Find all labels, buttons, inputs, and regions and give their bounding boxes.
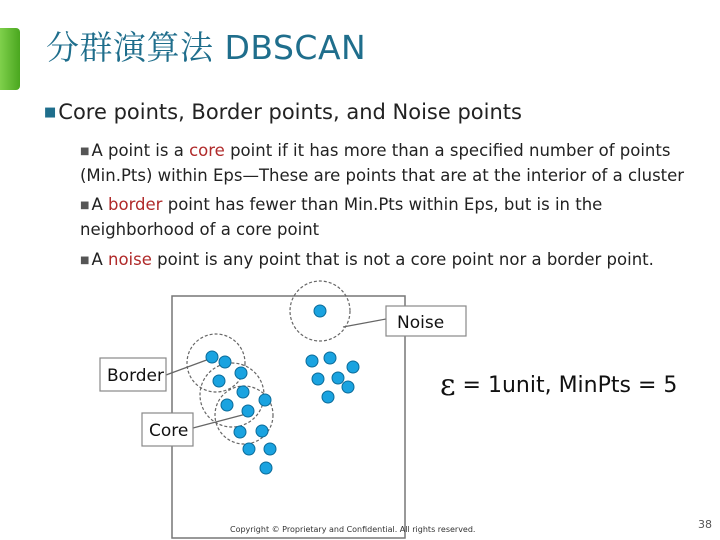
data-point <box>234 426 246 438</box>
page-number: 38 <box>698 518 712 531</box>
border-label: Border <box>107 366 164 386</box>
bullet-square-icon: ■ <box>80 200 90 211</box>
bullet-square-icon: ■ <box>80 255 90 266</box>
data-point <box>332 372 344 384</box>
diagram-frame <box>172 296 405 538</box>
sub1-key: core <box>189 141 225 160</box>
data-point <box>324 352 336 364</box>
core-point <box>242 405 254 417</box>
equation-text: = 1unit, MinPts = 5 <box>455 373 678 398</box>
copyright-footer: Copyright © Proprietary and Confidential. All rights reserved. <box>230 525 476 534</box>
sub3-pre: A <box>91 250 108 269</box>
core-label: Core <box>149 421 189 441</box>
main-bullet-text: Core points, Border points, and Noise points <box>58 100 522 124</box>
data-point <box>312 373 324 385</box>
data-point <box>306 355 318 367</box>
noise-point <box>314 305 326 317</box>
data-point <box>213 375 225 387</box>
data-point <box>243 443 255 455</box>
sub1-post: point if it has more than a specified number of points (Min.Pts) within Eps—These are points that are at the interior of a cluster <box>80 141 685 185</box>
data-point <box>256 425 268 437</box>
noise-label: Noise <box>397 313 445 333</box>
data-point <box>260 462 272 474</box>
slide-title: 分群演算法 DBSCAN <box>46 28 367 67</box>
bullet-square-icon: ■ <box>80 146 90 157</box>
bullet-square-icon: ■ <box>44 105 57 120</box>
sub1-pre: A point is a <box>91 141 190 160</box>
data-point <box>237 386 249 398</box>
data-point <box>219 356 231 368</box>
data-point <box>264 443 276 455</box>
data-point <box>235 367 247 379</box>
eps-minpts-equation <box>440 368 677 403</box>
data-point <box>221 399 233 411</box>
data-point <box>342 381 354 393</box>
sub2-post: point has fewer than Min.Pts within Eps, but is in the neighborhood of a core point <box>80 195 603 239</box>
sub3-post: point is any point that is not a core point nor a border point. <box>151 250 654 269</box>
sub2-pre: A <box>91 195 108 214</box>
data-point <box>347 361 359 373</box>
epsilon-symbol: ε <box>440 368 456 403</box>
border-point <box>206 351 218 363</box>
noise-leader <box>343 319 386 327</box>
sub2-key: border <box>108 195 163 214</box>
sub3-key: noise <box>108 250 152 269</box>
data-point <box>259 394 271 406</box>
data-point <box>322 391 334 403</box>
